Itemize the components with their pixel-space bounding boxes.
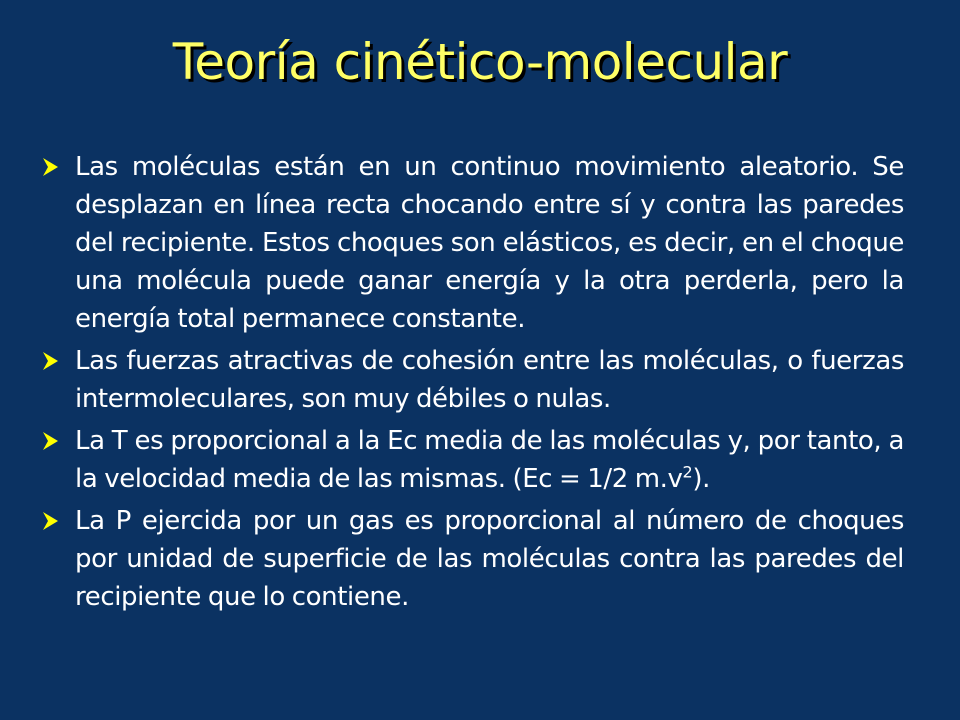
bullet-item [40, 502, 904, 616]
bullet-item [40, 342, 904, 418]
bullet-text: La P ejercida por un gas es proporcional al número de choques por unidad de superficie de las moléculas contra las paredes del recipiente que lo contiene. [75, 506, 904, 612]
bullet-list [40, 148, 904, 620]
bullet-text: Las fuerzas atractivas de cohesión entre las moléculas, o fuerzas intermoleculares, son muy débiles o nulas. [75, 346, 904, 414]
slide-title: Teoría cinético-molecular [172, 33, 788, 91]
bullet-superscript: 2 [682, 462, 693, 482]
bullet-text-end: ). [692, 464, 710, 494]
bullet-text: Las moléculas están en un continuo movimiento aleatorio. Se desplazan en línea recta chocando entre sí y contra las paredes del recipiente. Estos choques son elásticos, es decir, en el choque una molécula puede ganar energía y la otra perderla, pero la energía total permanece constante. [75, 152, 904, 334]
arrowhead-bullet-icon [40, 502, 62, 540]
bullet-item [40, 148, 904, 338]
arrowhead-bullet-icon [40, 422, 62, 460]
bullet-text-main: La T es proporcional a la Ec media de las moléculas y, por tanto, a la velocidad media de las mismas. (Ec = 1/2 m.v [75, 426, 904, 494]
arrowhead-bullet-icon [40, 148, 62, 186]
arrowhead-bullet-icon [40, 342, 62, 380]
bullet-item [40, 422, 904, 498]
bullet-text [75, 422, 904, 498]
